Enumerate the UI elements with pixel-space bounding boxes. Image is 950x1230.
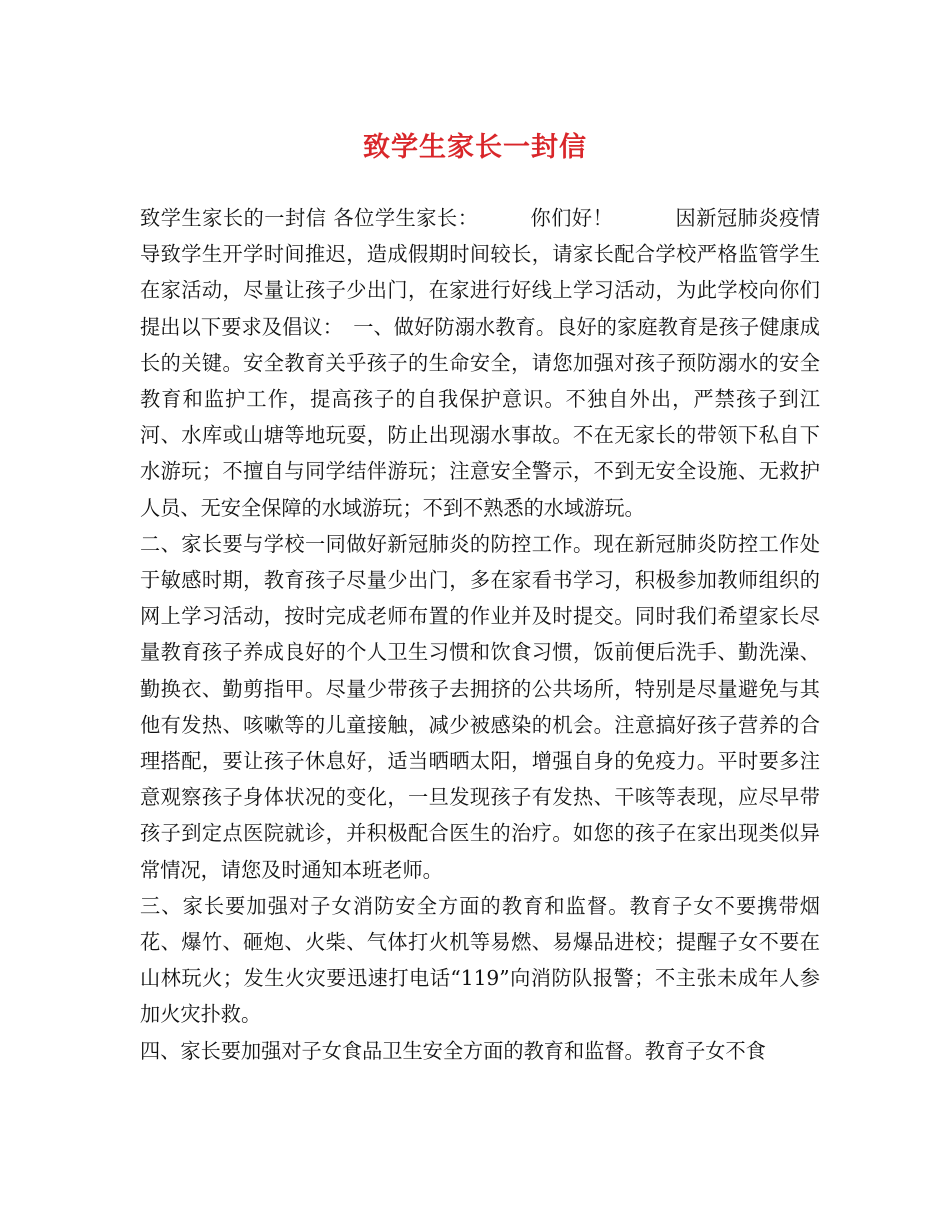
paragraph-section-3: 三、家长要加强对子女消防安全方面的教育和监督。教育子女不要携带烟花、爆竹、砸炮、火柴、气体打火机等易燃、易爆品进校；提醒子女不要在山林玩火；发生火灾要迅速打电话“119”向消防队报警；不主张未成年人参加火灾扑救。 <box>140 893 820 1027</box>
paragraph-intro: 致学生家长的一封信 各位学生家长： 你们好！ 因新冠肺炎疫情导致学生开学时间推迟，造成假期时间较长，请家长配合学校严格监管学生在家活动，尽量让孩子少出门，在家进行好线上学习活动，为此学校向你们提出以下要求及倡议： 一、做好防溺水教育。良好的家庭教育是孩子健康成长的关键。安全教育关乎孩子的生命安全，请您加强对孩子预防溺水的安全教育和监护工作，提高孩子的自我保护意识。不独自外出，严禁孩子到江河、水库或山塘等地玩耍，防止出现溺水事故。不在无家长的带领下私自下水游玩；不擅自与同学结伴游玩；注意安全警示，不到无安全设施、无救护人员、无安全保障的水域游玩；不到不熟悉的水域游玩。 <box>140 206 820 520</box>
document-body <box>140 200 820 1069</box>
document-title: 致学生家长一封信 <box>363 132 587 163</box>
paragraph-section-2: 二、家长要与学校一同做好新冠肺炎的防控工作。现在新冠肺炎防控工作处于敏感时期，教育孩子尽量少出门，多在家看书学习，积极参加教师组织的网上学习活动，按时完成老师布置的作业并及时提交。同时我们希望家长尽量教育孩子养成良好的个人卫生习惯和饮食习惯，饭前便后洗手、勤洗澡、勤换衣、勤剪指甲。尽量少带孩子去拥挤的公共场所，特别是尽量避免与其他有发热、咳嗽等的儿童接触，减少被感染的机会。注意搞好孩子营养的合理搭配，要让孩子休息好，适当晒晒太阳，增强自身的免疫力。平时要多注意观察孩子身体状况的变化，一旦发现孩子有发热、干咳等表现，应尽早带孩子到定点医院就诊，并积极配合医生的治疗。如您的孩子在家出现类似异常情况，请您及时通知本班老师。 <box>140 531 820 882</box>
paragraph-section-4: 四、家长要加强对子女食品卫生安全方面的教育和监督。教育子女不食 <box>140 1038 766 1063</box>
